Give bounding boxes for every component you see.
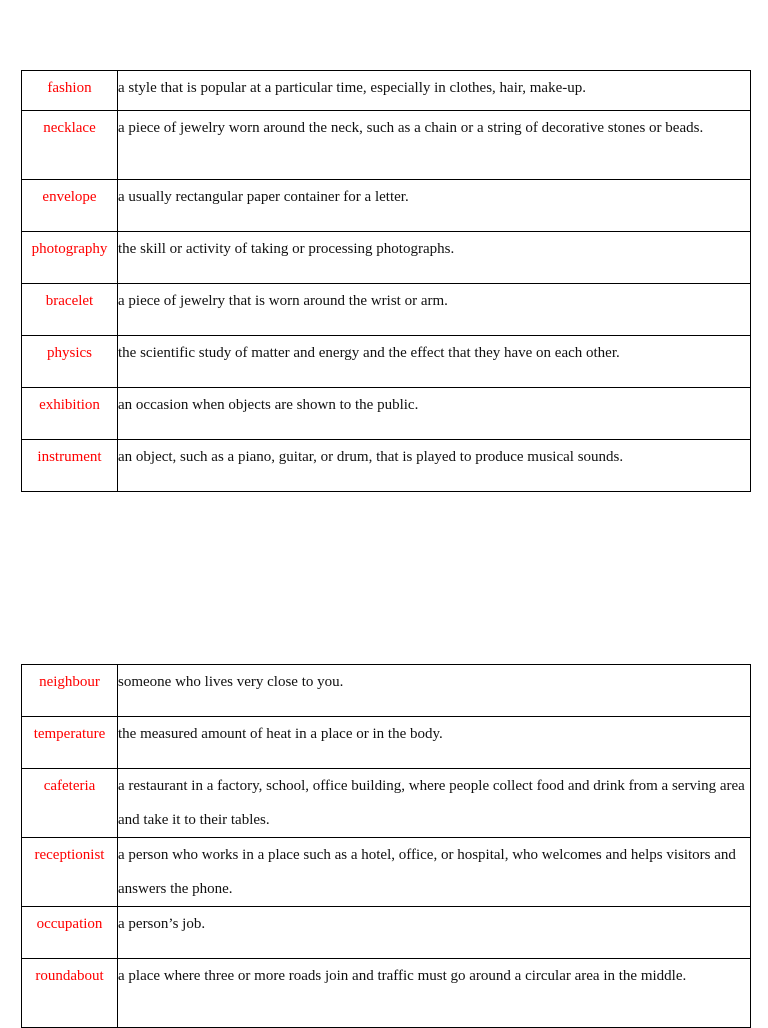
vocab-word: neighbour bbox=[22, 665, 118, 717]
vocab-definition: an occasion when objects are shown to the public. bbox=[118, 388, 751, 440]
table-row bbox=[22, 959, 751, 1028]
vocabulary-table-2 bbox=[21, 664, 751, 1028]
vocab-definition: a person’s job. bbox=[118, 907, 751, 959]
vocab-definition: a piece of jewelry that is worn around the wrist or arm. bbox=[118, 284, 751, 336]
table-row bbox=[22, 769, 751, 838]
table-row bbox=[22, 111, 751, 180]
vocab-word: roundabout bbox=[22, 959, 118, 1028]
vocab-word: photography bbox=[22, 232, 118, 284]
table-row bbox=[22, 665, 751, 717]
vocab-definition: a style that is popular at a particular time, especially in clothes, hair, make-up. bbox=[118, 71, 751, 111]
vocab-definition: a place where three or more roads join and traffic must go around a circular area in the middle. bbox=[118, 959, 751, 1028]
vocab-definition: the scientific study of matter and energy and the effect that they have on each other. bbox=[118, 336, 751, 388]
vocab-word: physics bbox=[22, 336, 118, 388]
vocab-definition: a restaurant in a factory, school, office building, where people collect food and drink from a serving area and take it to their tables. bbox=[118, 769, 751, 838]
vocab-word: occupation bbox=[22, 907, 118, 959]
vocab-word: instrument bbox=[22, 440, 118, 492]
table-row bbox=[22, 336, 751, 388]
vocab-definition: a piece of jewelry worn around the neck, such as a chain or a string of decorative stones or beads. bbox=[118, 111, 751, 180]
vocab-word: fashion bbox=[22, 71, 118, 111]
vocab-definition: the measured amount of heat in a place or in the body. bbox=[118, 717, 751, 769]
table-row bbox=[22, 907, 751, 959]
table-row bbox=[22, 440, 751, 492]
table-row bbox=[22, 71, 751, 111]
vocab-definition: a usually rectangular paper container for a letter. bbox=[118, 180, 751, 232]
table-row bbox=[22, 180, 751, 232]
vocab-word: temperature bbox=[22, 717, 118, 769]
table-row bbox=[22, 838, 751, 907]
vocab-word: envelope bbox=[22, 180, 118, 232]
vocab-word: cafeteria bbox=[22, 769, 118, 838]
vocab-word: necklace bbox=[22, 111, 118, 180]
table-row bbox=[22, 388, 751, 440]
table-row bbox=[22, 284, 751, 336]
vocab-word: receptionist bbox=[22, 838, 118, 907]
vocab-definition: a person who works in a place such as a hotel, office, or hospital, who welcomes and helps visitors and answers the phone. bbox=[118, 838, 751, 907]
vocab-word: exhibition bbox=[22, 388, 118, 440]
table-row bbox=[22, 717, 751, 769]
vocabulary-table-1 bbox=[21, 70, 751, 492]
table-row bbox=[22, 232, 751, 284]
vocab-definition: someone who lives very close to you. bbox=[118, 665, 751, 717]
vocab-definition: an object, such as a piano, guitar, or drum, that is played to produce musical sounds. bbox=[118, 440, 751, 492]
vocab-word: bracelet bbox=[22, 284, 118, 336]
vocab-definition: the skill or activity of taking or processing photographs. bbox=[118, 232, 751, 284]
